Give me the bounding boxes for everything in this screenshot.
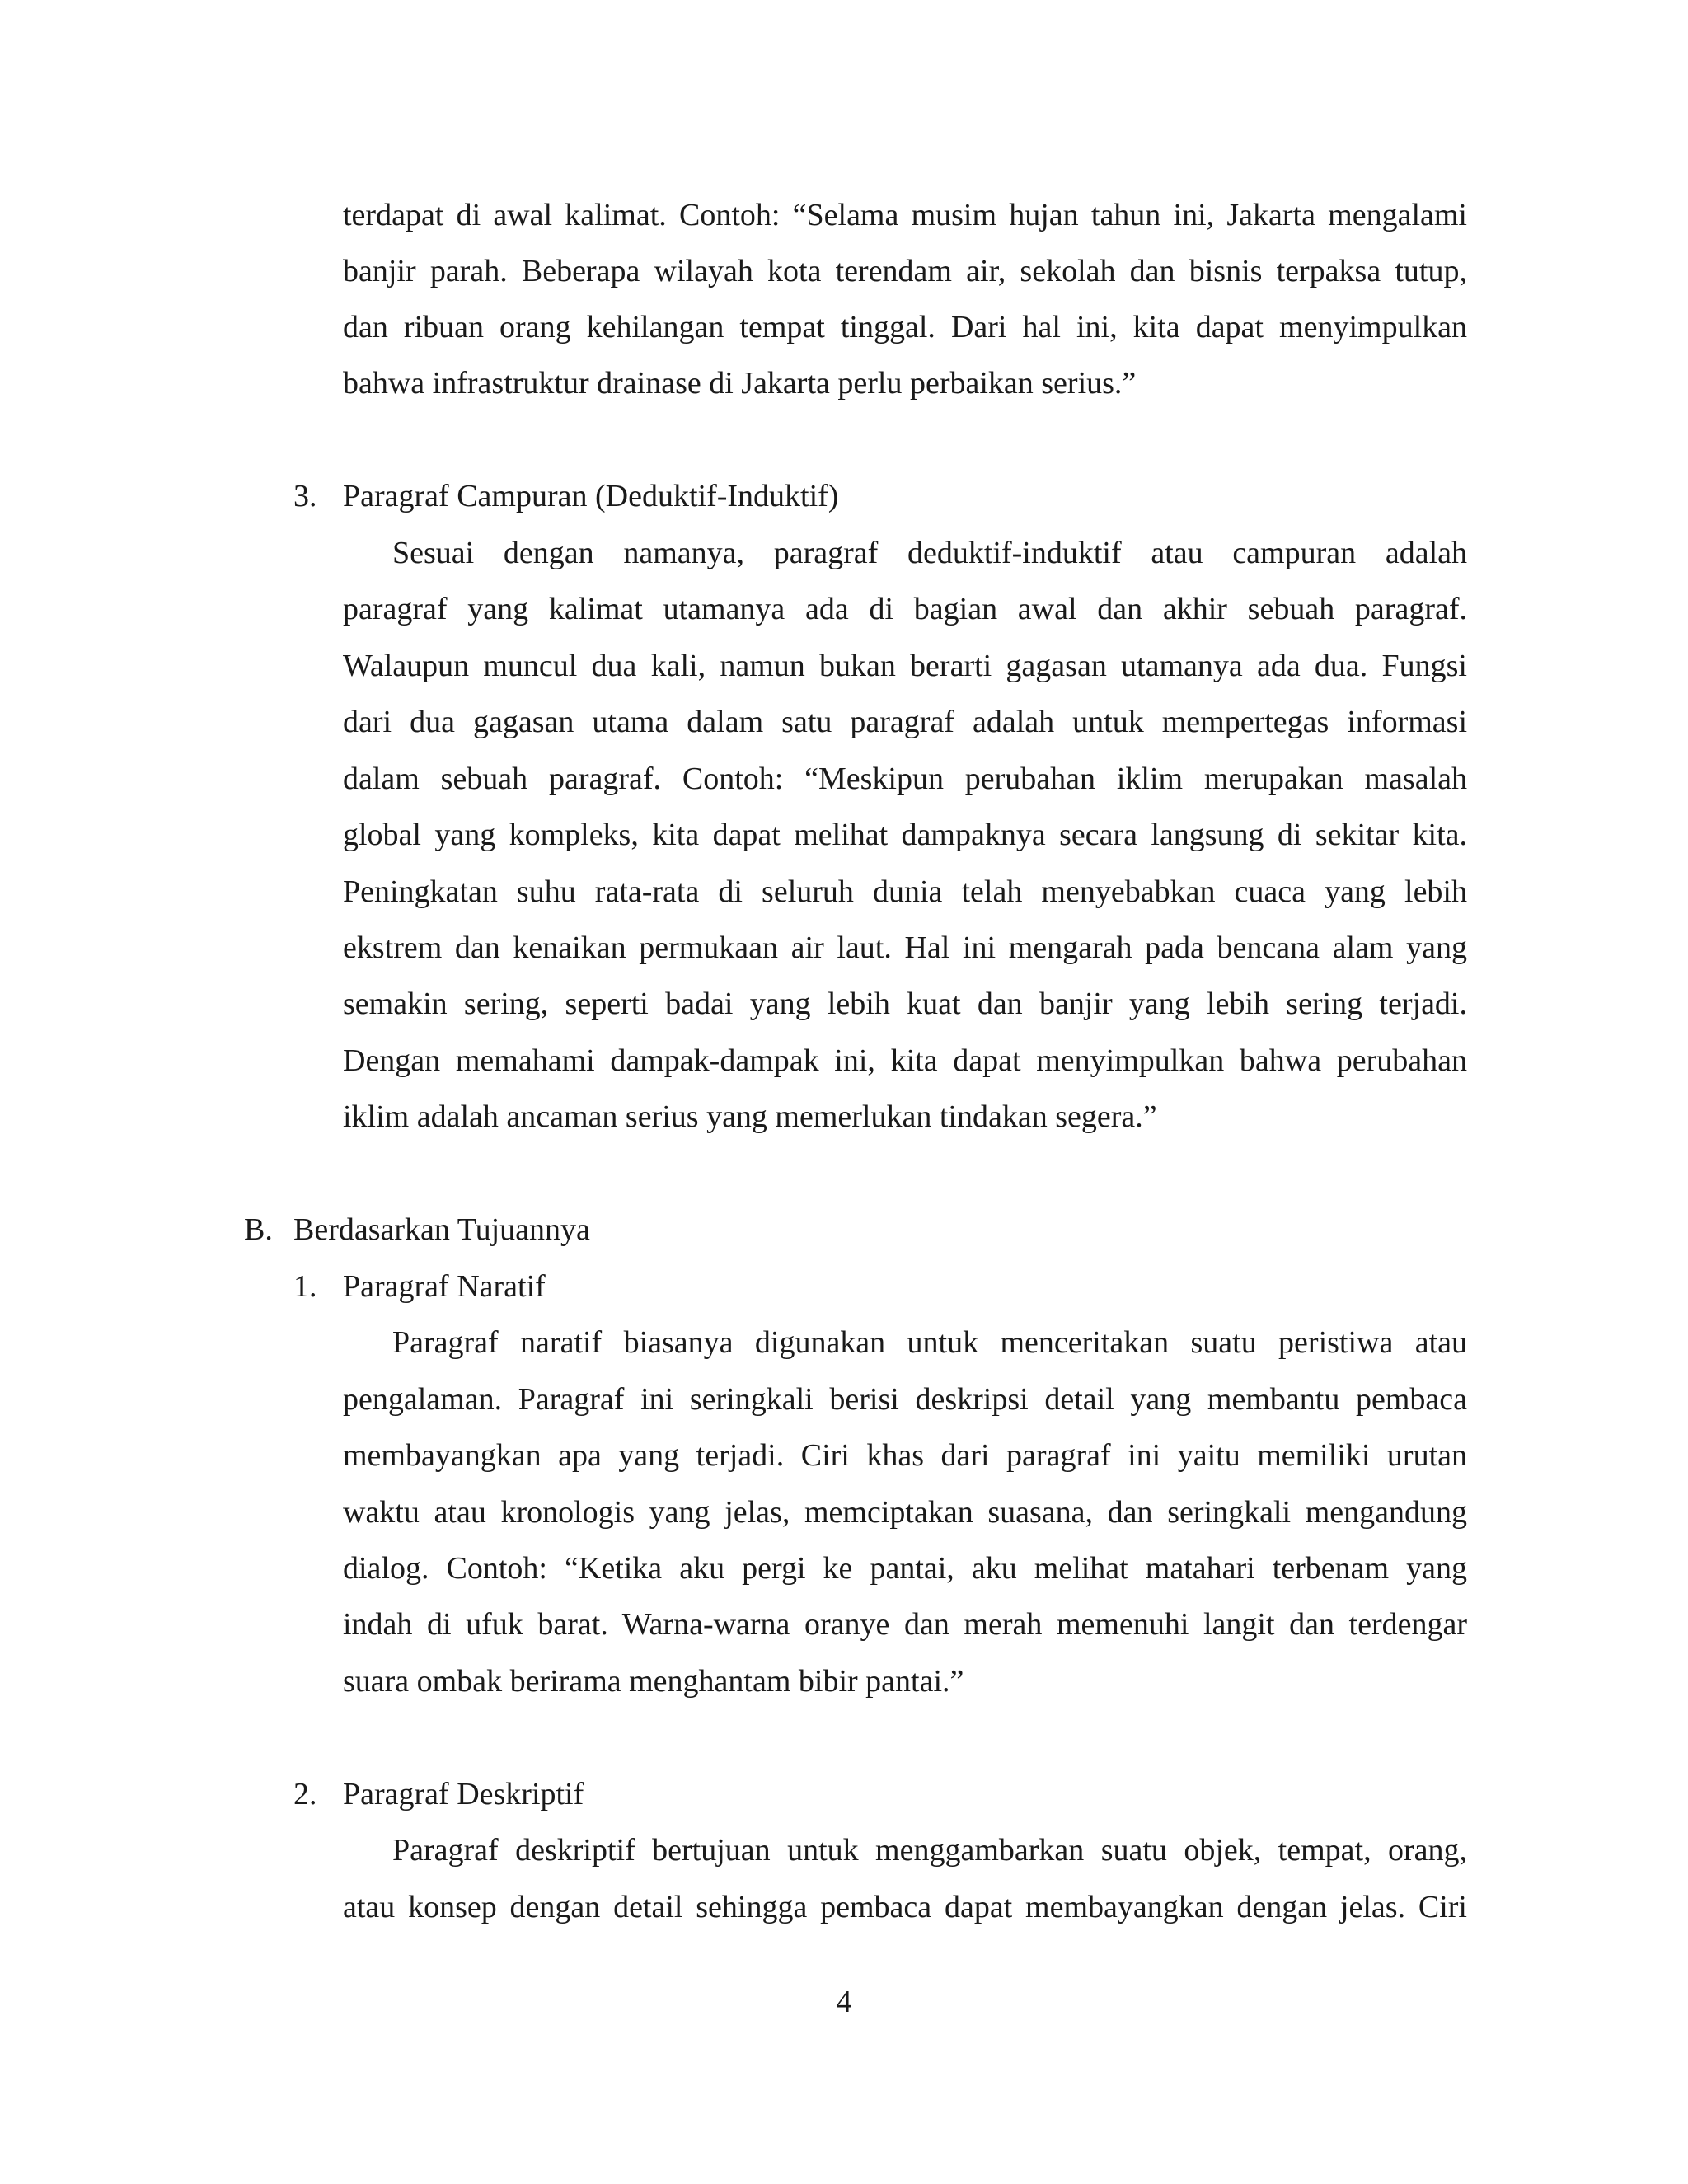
body-line: suara ombak berirama menghantam bibir pantai.” [343,1664,964,1699]
body-line: waktu atau kronologis yang jelas, memciptakan suasana, dan seringkali mengandung [343,1495,1467,1530]
body-line: banjir parah. Beberapa wilayah kota terendam air, sekolah dan bisnis terpaksa tutup, [343,254,1467,288]
list-number: 1. [293,1269,317,1304]
subheading: Paragraf Campuran (Deduktif-Induktif) [343,479,839,513]
section-letter: B. [244,1212,273,1247]
body-line: bahwa infrastruktur drainase di Jakarta perlu perbaikan serius.” [343,366,1137,401]
body-line: dialog. Contoh: “Ketika aku pergi ke pantai, aku melihat matahari terbenam yang [343,1551,1467,1586]
body-line: pengalaman. Paragraf ini seringkali berisi deskripsi detail yang membantu pembaca [343,1382,1467,1417]
body-line: paragraf yang kalimat utamanya ada di bagian awal dan akhir sebuah paragraf. [343,592,1467,626]
body-line: indah di ufuk barat. Warna-warna oranye dan merah memenuhi langit dan terdengar [343,1607,1467,1642]
body-line: Paragraf naratif biasanya digunakan untuk menceritakan suatu peristiwa atau [392,1325,1467,1360]
body-line: atau konsep dengan detail sehingga pembaca dapat membayangkan dengan jelas. Ciri [343,1890,1467,1924]
body-line: dan ribuan orang kehilangan tempat tinggal. Dari hal ini, kita dapat menyimpulkan [343,310,1467,344]
body-line: Peningkatan suhu rata-rata di seluruh dunia telah menyebabkan cuaca yang lebih [343,874,1467,909]
body-line: Paragraf deskriptif bertujuan untuk menggambarkan suatu objek, tempat, orang, [392,1833,1467,1868]
subheading: Paragraf Naratif [343,1269,546,1304]
body-line: terdapat di awal kalimat. Contoh: “Selama musim hujan tahun ini, Jakarta mengalami [343,198,1467,232]
body-line: Sesuai dengan namanya, paragraf deduktif-induktif atau campuran adalah [392,536,1467,570]
body-line: dalam sebuah paragraf. Contoh: “Meskipun perubahan iklim merupakan masalah [343,762,1467,796]
list-number: 2. [293,1777,317,1811]
body-line: Walaupun muncul dua kali, namun bukan berarti gagasan utamanya ada dua. Fungsi [343,649,1467,683]
body-line: iklim adalah ancaman serius yang memerlukan tindakan segera.” [343,1099,1157,1134]
body-line: Dengan memahami dampak-dampak ini, kita dapat menyimpulkan bahwa perubahan [343,1043,1467,1078]
list-number: 3. [293,479,317,513]
body-line: semakin sering, seperti badai yang lebih kuat dan banjir yang lebih sering terjadi. [343,987,1467,1021]
subheading: Paragraf Deskriptif [343,1777,584,1811]
body-line: global yang kompleks, kita dapat melihat dampaknya secara langsung di sekitar kita. [343,818,1467,852]
section-heading: Berdasarkan Tujuannya [293,1212,590,1247]
body-line: dari dua gagasan utama dalam satu paragraf adalah untuk mempertegas informasi [343,705,1467,739]
body-line: ekstrem dan kenaikan permukaan air laut. Hal ini mengarah pada bencana alam yang [343,930,1467,965]
body-line: membayangkan apa yang terjadi. Ciri khas dari paragraf ini yaitu memiliki urutan [343,1438,1467,1473]
page-number: 4 [836,1985,852,2019]
